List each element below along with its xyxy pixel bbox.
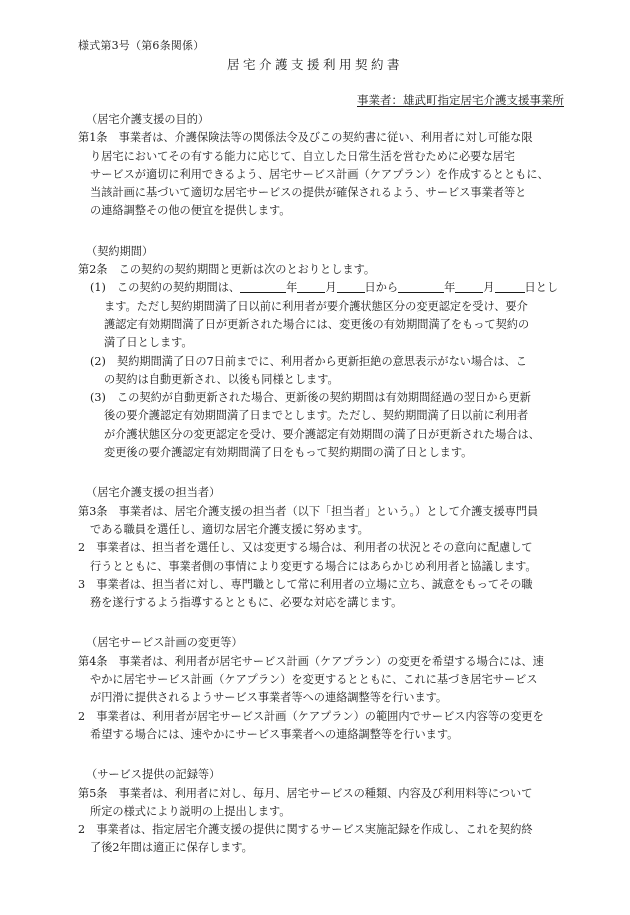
article-2-item-1-first-line [78,279,558,297]
article-2-line: 第2条 この契約の契約期間と更新は次のとおりとします。 [78,263,376,277]
form-number: 様式第3号（第6条関係） [78,39,205,52]
article-3-line: 務を遂行するよう指導するとともに、必要な対応を講じます。 [90,596,403,610]
article-1-caption: （居宅介護支援の目的） [86,113,210,126]
month-label: 月 [325,281,337,295]
article-2-item-1-line: 護認定有効期間満了日が更新された場合には、変更後の有効期間満了をもって契約の [104,317,530,331]
day-from-label: 日から [364,281,399,295]
article-2-item-1-line: ます。ただし契約期間満了日以前に利用者が要介護状態区分の変更認定を受け、要介 [104,299,528,313]
blank-day-field[interactable] [337,280,365,293]
article-2-item-3-line: 後の要介護認定有効期間満了日までとします。ただし、契約期間満了日以前に利用者 [104,409,529,423]
article-4-line: 2 事業者は、利用者が居宅サービス計画（ケアプラン）の範囲内でサービス内容等の変更を [78,709,544,723]
blank-month-field[interactable] [297,280,325,293]
article-2-caption: （契約期間） [86,244,154,258]
article-4-caption: （居宅サービス計画の変更等） [86,636,243,650]
article-2-item-3-line: が介護状態区分の変更認定を受け、要介護認定有効期間の満了日が更新された場合は、 [104,427,540,441]
article-4-line: 第4条 事業者は、利用者が居宅サービス計画（ケアプラン）の変更を希望する場合には、速 [78,654,544,668]
provider-name: 事業者：雄武町指定居宅介護支援事業所 [357,93,564,107]
blank-year2-field[interactable] [398,280,444,293]
article-1-line: り居宅においてその有する能力に応じて、自立した日常生活を営むために必要な居宅 [90,149,515,163]
article-2-item-3-line: 変更後の要介護認定有効期間満了日をもって契約期間の満了日とします。 [104,446,473,460]
article-5-line: 第5条 事業者は、利用者に対し、毎月、居宅サービスの種類、内容及び利用料等について [78,786,533,800]
article-3-line: 3 事業者は、担当者に対し、専門職として常に利用者の立場に立ち、誠意をもってその職 [78,577,533,591]
article-1-line: 第1条 事業者は、介護保険法等の関係法令及びこの契約書に従い、利用者に対し可能な限 [78,131,533,145]
document-title: 居宅介護支援利用契約書 [226,57,403,72]
article-2-item-3-line: (3) この契約が自動更新された場合、更新後の契約期間は有効期間経過の翌日から更新 [90,391,531,405]
article-5-line: 所定の様式により説明の上提出します。 [90,804,291,818]
article-3-line: 行うとともに、事業者側の事情により変更する場合にはあらかじめ利用者と協議します。 [90,559,537,573]
article-5-line: 了後2年間は適正に保存します。 [90,841,253,855]
article-3-caption: （居宅介護支援の担当者） [86,486,221,500]
year-label: 年 [286,281,298,295]
article-2-item-1-line: 満了日とします。 [104,336,193,350]
day-end-label: 日とし [524,281,558,295]
blank-day2-field[interactable] [495,280,525,293]
year2-label: 年 [444,281,456,295]
article-2-item-2-line: (2) 契約期間満了日の7日前までに、利用者から更新拒絶の意思表示がない場合は、こ [90,354,527,368]
blank-year-field[interactable] [240,280,286,293]
article-3-line: 2 事業者は、担当者を選任し、又は変更する場合は、利用者の状況とその意向に配慮して [78,541,533,555]
article-5-line: 2 事業者は、指定居宅介護支援の提供に関するサービス実施記録を作成し、これを契約終 [78,823,533,837]
article-4-line: が円滑に提供されるようサービス事業者等への連絡調整等を行います。 [90,691,448,705]
article-1-line: サービスが適切に利用できるよう、居宅サービス計画（ケアプラン）を作成するとともに、 [90,167,549,181]
item-1-text: (1) この契約の契約期間は、 [90,281,241,295]
article-2-item-2-line: の契約は自動更新され、以後も同様とします。 [104,372,339,386]
article-4-line: やかに居宅サービス計画（ケアプラン）を変更するとともに、これに基づき居宅サービス [90,673,538,687]
article-1-line: の連絡調整その他の便宜を提供します。 [90,204,291,218]
article-3-line: 第3条 事業者は、居宅介護支援の担当者（以下「担当者」という。）として介護支援専門員 [78,504,539,518]
article-1-line: 当該計画に基づいて適切な居宅サービスの提供が確保されるよう、サービス事業者等と [90,186,527,200]
blank-month2-field[interactable] [455,280,483,293]
month2-label: 月 [483,281,495,295]
contract-body [78,111,558,858]
article-5-caption: （サービス提供の記録等） [86,768,221,782]
article-4-line: 希望する場合には、速やかにサービス事業者への連絡調整等を行います。 [90,727,459,741]
article-3-line: である職員を選任し、適切な居宅介護支援に努めます。 [90,522,369,536]
